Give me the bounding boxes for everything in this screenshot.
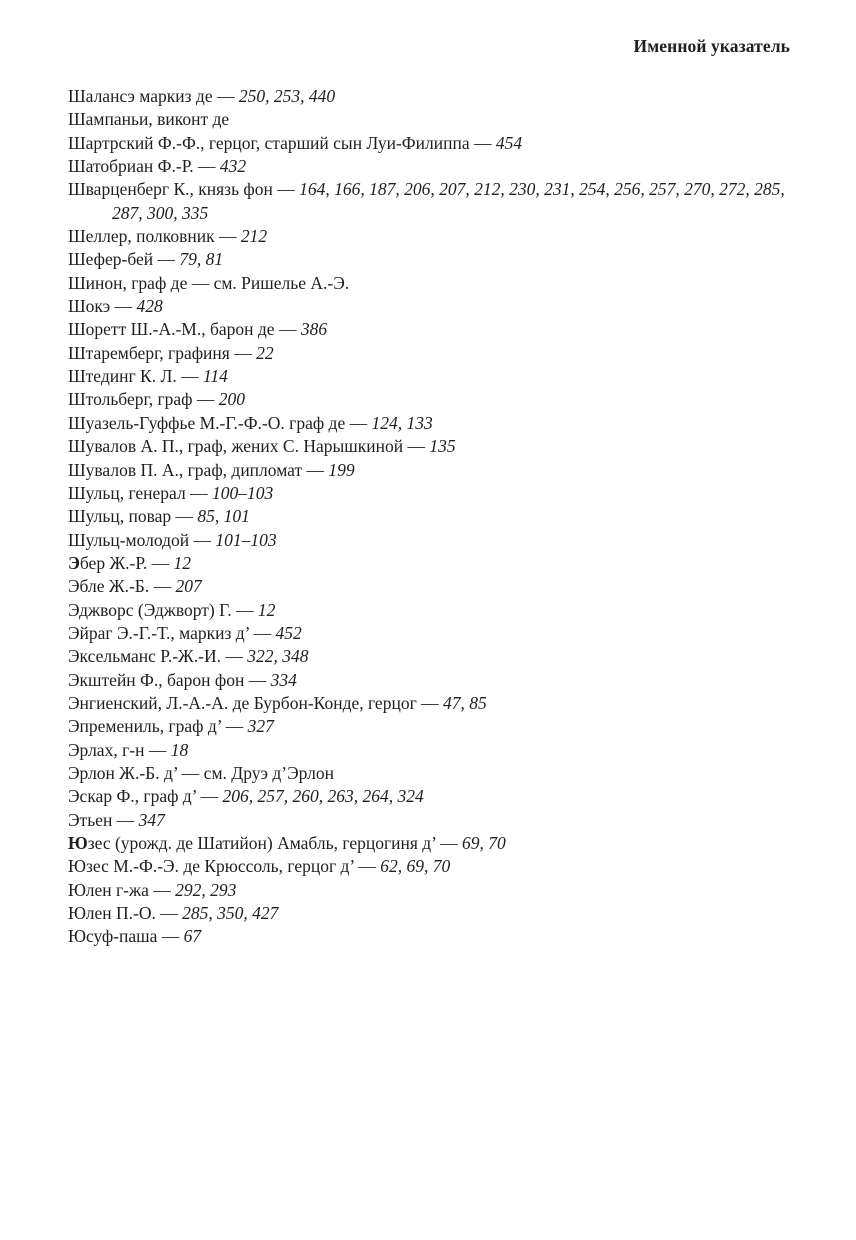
index-entry: Шатобриан Ф.-Р. — 432 — [68, 156, 247, 177]
entry-name: Эскар Ф., граф д’ — [68, 786, 197, 807]
entry-pages: 79, 81 — [179, 249, 224, 270]
entry-name: Шинон, граф де — [68, 272, 188, 293]
entry-pages: 334 — [270, 669, 297, 690]
index-entry: Штольберг, граф — 200 — [68, 389, 245, 410]
entry-pages: 428 — [136, 296, 163, 317]
entry-pages: 322, 348 — [247, 646, 309, 667]
entry-name: Шуазель-Гуффье М.-Г.-Ф.-О. граф де — [68, 412, 346, 433]
entry-pages: 69, 70 — [461, 833, 506, 853]
entry-pages: 12 — [173, 552, 191, 573]
index-entry: Эпремениль, граф д’ — 327 — [68, 716, 274, 737]
entry-name: Шувалов П. А., граф, дипломат — [68, 459, 303, 480]
entry-name: Шувалов А. П., граф, жених С. Нарышкиной — [68, 436, 404, 457]
entry-name: Эрлах, г-н — [68, 739, 145, 760]
entry-pages: 200 — [218, 389, 245, 410]
entry-name: Штольберг, граф — [68, 389, 193, 410]
entry-pages: 454 — [495, 132, 523, 153]
index-entry: Эрлон Ж.-Б. д’ — см. Друэ д’Эрлон — [68, 762, 335, 783]
entry-crossref: см. Ришелье А.-Э. — [213, 272, 350, 293]
entry-pages: 250, 253, 440 — [238, 86, 336, 106]
entry-pages: 114 — [202, 366, 228, 387]
entry-pages: 292, 293 — [175, 879, 237, 900]
entry-pages: 432 — [219, 156, 247, 177]
entry-pages: 327 — [247, 716, 274, 737]
entry-pages: 101–103 — [215, 529, 277, 550]
index-entry: Шокэ — 428 — [68, 296, 163, 317]
entry-name: Шефер-бей — [68, 249, 154, 270]
section-lead-letter: Ю — [68, 833, 88, 853]
entry-name: Шокэ — [68, 296, 111, 317]
entry-pages: 85, 101 — [197, 506, 250, 527]
entry-name: Юлен П.-О. — [68, 903, 156, 924]
entry-name: Эксельманс Р.-Ж.-И. — [68, 646, 221, 667]
entry-pages: 199 — [328, 459, 355, 480]
index-entry: Шульц, повар — 85, 101 — [68, 506, 250, 527]
entry-pages: 62, 69, 70 — [380, 856, 451, 877]
entry-pages: 285, 350, 427 — [182, 903, 279, 924]
entry-name: Шампаньи, виконт де — [68, 109, 230, 130]
index-entry: Шартрский Ф.-Ф., герцог, старший сын Луи-Филиппа — 454 — [68, 132, 523, 153]
index-entry: Энгиенский, Л.-А.-А. де Бурбон-Конде, герцог — 47, 85 — [68, 692, 487, 713]
entry-name: Этьен — [68, 809, 113, 830]
entry-name: Юлен г-жа — [68, 879, 149, 900]
entry-name: Шатобриан Ф.-Р. — [68, 156, 194, 177]
entry-pages: 452 — [275, 622, 302, 643]
entry-name: Экштейн Ф., барон фон — [68, 669, 245, 690]
entry-name: Юзес (урожд. де Шатийон) Амабль, герцогиня д’ — [68, 833, 436, 853]
entry-name: Эбле Ж.-Б. — [68, 576, 150, 597]
entry-name: Эрлон Ж.-Б. д’ — [68, 762, 178, 783]
index-entry: Шувалов П. А., граф, дипломат — 199 — [68, 459, 355, 480]
entry-pages: 67 — [183, 926, 202, 947]
index-entry: Шоретт Ш.-А.-М., барон де — 386 — [68, 319, 328, 340]
entry-pages: 386 — [300, 319, 328, 340]
entry-name: Штаремберг, графиня — [68, 342, 230, 363]
entry-name: Энгиенский, Л.-А.-А. де Бурбон-Конде, герцог — [68, 692, 417, 713]
entry-pages: 135 — [429, 436, 456, 457]
index-entry: Юлен П.-О. — 285, 350, 427 — [68, 903, 279, 924]
entry-name: Шульц, повар — [68, 506, 172, 527]
entry-name: Шалансэ маркиз де — [68, 86, 213, 106]
index-entry: Шульц-молодой — 101–103 — [68, 529, 277, 550]
index-entry: Эрлах, г-н — 18 — [68, 739, 189, 760]
index-entry: Экштейн Ф., барон фон — 334 — [68, 669, 297, 690]
entry-name: Эбер Ж.-Р. — [68, 552, 148, 573]
entry-pages: 347 — [138, 809, 165, 830]
entry-pages: 124, 133 — [371, 412, 433, 433]
entry-name: Шеллер, полковник — [68, 226, 215, 247]
entry-pages: 47, 85 — [443, 692, 487, 713]
index-entry: Штаремберг, графиня — 22 — [68, 342, 274, 363]
entry-name: Шульц, генерал — [68, 482, 186, 503]
entry-name: Шульц-молодой — [68, 529, 190, 550]
index-entry: Шуазель-Гуффье М.-Г.-Ф.-О. граф де — 124, 133 — [68, 412, 433, 433]
index-entry: Юзес (урожд. де Шатийон) Амабль, герцогиня д’ — 69, 70 — [68, 833, 506, 853]
entry-name: Эйраг Э.-Г.-Т., маркиз д’ — [68, 622, 250, 643]
index-entry: Штединг К. Л. — 114 — [68, 366, 228, 387]
section-lead-letter: Э — [68, 552, 80, 573]
index-entry: Шварценберг К., князь фон — 164, 166, 187, 206, 207, 212, 230, 231, 254, 256, 257, 270, 272, 285, 287, 300, 335 — [68, 179, 785, 223]
index-entry: Шалансэ маркиз де — 250, 253, 440 — [68, 86, 336, 106]
index-entry: Юсуф-паша — 67 — [68, 926, 202, 947]
index-entry: Шефер-бей — 79, 81 — [68, 249, 224, 270]
index-entry: Эксельманс Р.-Ж.-И. — 322, 348 — [68, 646, 309, 667]
index-entry: Эджворс (Эджворт) Г. — 12 — [68, 599, 276, 620]
index-entry: Эбле Ж.-Б. — 207 — [68, 576, 202, 597]
index-entry: Этьен — 347 — [68, 809, 165, 830]
entry-crossref: см. Друэ д’Эрлон — [203, 762, 335, 783]
index-entry: Шульц, генерал — 100–103 — [68, 482, 274, 503]
index-entry: Шеллер, полковник — 212 — [68, 226, 268, 247]
index-entry — [68, 108, 794, 131]
entry-pages: 212 — [240, 226, 268, 247]
entry-name: Шартрский Ф.-Ф., герцог, старший сын Луи-Филиппа — [68, 132, 470, 153]
entry-pages: 164, 166, 187, 206, 207, 212, 230, 231, 254, 256, 257, 270, 272, 285, 287, 300, 335 — [112, 179, 785, 223]
index-entry: Эйраг Э.-Г.-Т., маркиз д’ — 452 — [68, 622, 302, 643]
entry-name: Эджворс (Эджворт) Г. — [68, 599, 232, 620]
page-title: Именной указатель — [633, 36, 790, 56]
index-entry: Эскар Ф., граф д’ — 206, 257, 260, 263, 264, 324 — [68, 786, 424, 807]
entry-name: Юсуф-паша — [68, 926, 158, 947]
entry-name: Шоретт Ш.-А.-М., барон де — [68, 319, 275, 340]
entry-pages: 18 — [170, 739, 189, 760]
entry-pages: 100–103 — [211, 482, 274, 503]
index-list — [68, 85, 794, 949]
index-entry: Шинон, граф де — см. Ришелье А.-Э. — [68, 272, 350, 293]
entry-name: Эпремениль, граф д’ — [68, 716, 222, 737]
entry-name: Шварценберг К., князь фон — [68, 179, 273, 200]
index-entry: Юзес М.-Ф.-Э. де Крюссоль, герцог д’ — 62, 69, 70 — [68, 856, 451, 877]
entry-pages: 207 — [175, 576, 202, 597]
entry-name: Юзес М.-Ф.-Э. де Крюссоль, герцог д’ — [68, 856, 354, 877]
index-entry: Шувалов А. П., граф, жених С. Нарышкиной — 135 — [68, 436, 456, 457]
entry-pages: 12 — [257, 599, 276, 620]
entry-name: Штединг К. Л. — [68, 366, 177, 387]
entry-pages: 22 — [256, 342, 274, 363]
index-entry: Юлен г-жа — 292, 293 — [68, 879, 237, 900]
entry-pages: 206, 257, 260, 263, 264, 324 — [222, 786, 424, 807]
index-entry: Эбер Ж.-Р. — 12 — [68, 552, 191, 573]
